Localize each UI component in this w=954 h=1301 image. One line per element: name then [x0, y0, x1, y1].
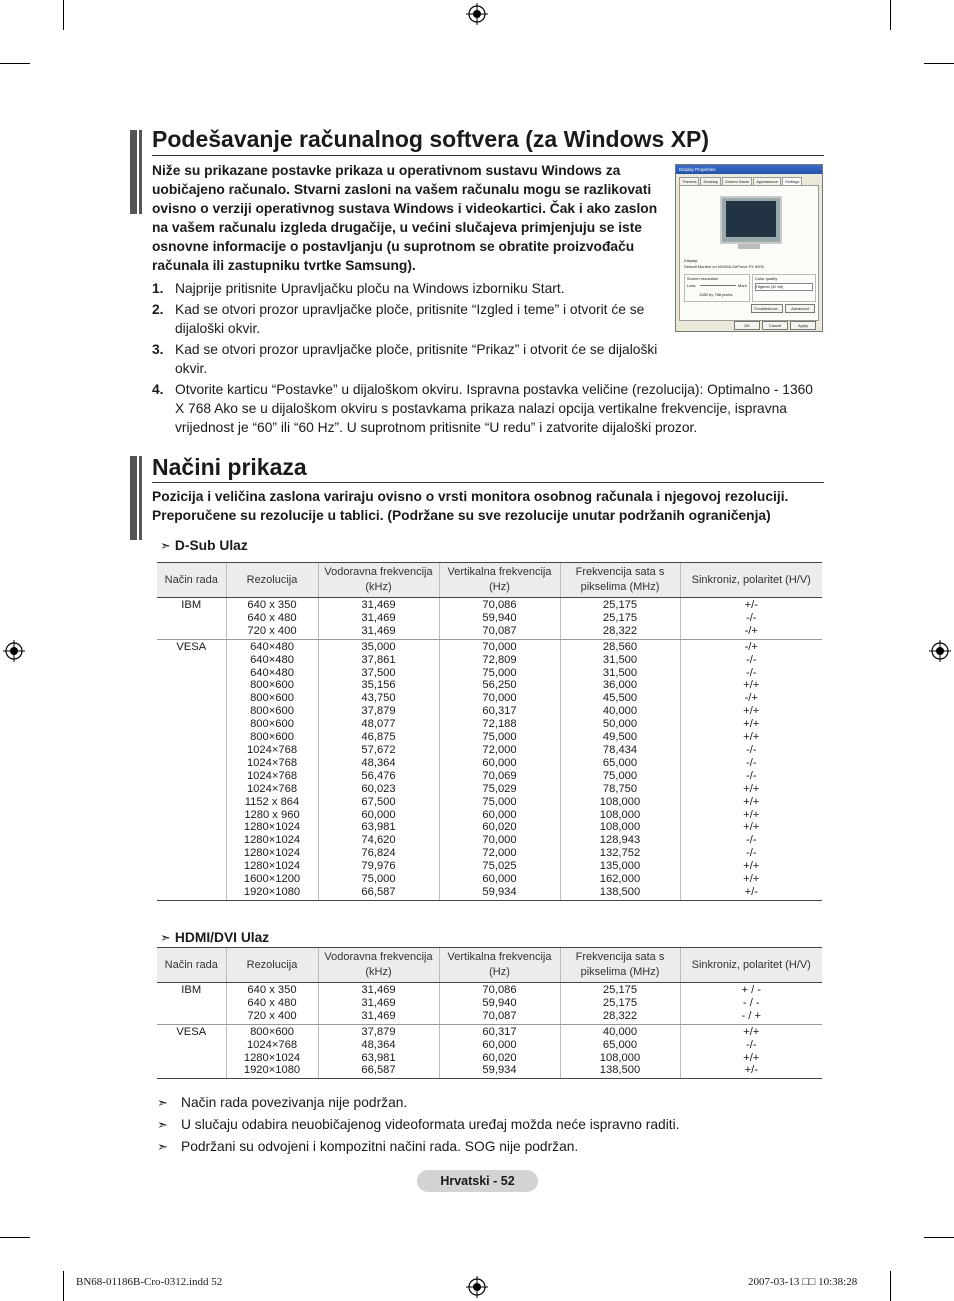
- note-item: ➣ Podržani su odvojeni i kompozitni načini rada. SOG nije podržan.: [157, 1136, 680, 1158]
- registration-mark-icon: [466, 3, 488, 25]
- display-value: Default Monitor on NVIDIA GeForce FX 5200: [684, 264, 764, 269]
- vfreq-cell: 70,086 59,940 70,087: [439, 983, 560, 1025]
- clock-cell: 25,175 25,175 28,322: [560, 983, 680, 1025]
- dialog-tab: Screen Saver: [722, 177, 752, 186]
- dsub-table: [157, 562, 822, 901]
- crop-mark: [63, 1271, 64, 1301]
- table-header-row: [157, 563, 822, 598]
- step-item: 2. Kad se otvori prozor upravljačke ploče, pritisnite “Izgled i teme” i otvorit će se dijaloški okvir.: [152, 302, 645, 336]
- resolution-slider: [700, 285, 736, 286]
- sync-cell: +/- -/- -/+: [680, 598, 822, 640]
- dialog-tab-settings: Settings: [782, 177, 802, 186]
- footer-file: BN68-01186B-Cro-0312.indd 52: [76, 1276, 223, 1288]
- col-header: Frekvencija sata s pikselima (MHz): [560, 948, 680, 983]
- mode-cell: IBM: [157, 598, 226, 640]
- table-row: [157, 1024, 822, 1079]
- registration-mark-icon: [929, 640, 951, 662]
- section-title: Podešavanje računalnog softvera (za Windows XP): [152, 126, 710, 152]
- step-item: 1. Najprije pritisnite Upravljačku ploču na Windows izborniku Start.: [152, 281, 565, 296]
- table-row: [157, 639, 822, 900]
- col-header: Frekvencija sata s pikselima (MHz): [560, 563, 680, 598]
- dialog-panel: [679, 185, 819, 321]
- vfreq-cell: 70,000 72,809 75,000 56,250 70,000 60,317 72,188 75,000 72,000 60,000 70,069 75,029 75,000 60,000 60,020 70,000 72,000 75,025 60,000 59,934: [439, 639, 560, 900]
- resolution-cell: 640 x 350 640 x 480 720 x 400: [226, 598, 318, 640]
- mode-cell: VESA: [157, 1024, 226, 1079]
- col-header: Vodoravna frekvencija (kHz): [318, 563, 439, 598]
- table-header-row: [157, 948, 822, 983]
- sync-cell: + / - - / - - / +: [680, 983, 822, 1025]
- troubleshoot-button: Troubleshoot...: [751, 304, 783, 313]
- clock-cell: 25,175 25,175 28,322: [560, 598, 680, 640]
- dsub-heading: ➣ D-Sub Ulaz: [160, 538, 248, 553]
- crop-mark: [63, 0, 64, 30]
- footer-date: 2007-03-13 □□ 10:38:28: [748, 1276, 858, 1288]
- section-marker: [130, 130, 142, 214]
- section-title: Načini prikaza: [152, 454, 307, 480]
- registration-mark-icon: [466, 1276, 488, 1298]
- dialog-tab: Appearance: [753, 177, 781, 186]
- clock-cell: 28,560 31,500 31,500 36,000 45,500 40,000 50,000 49,500 78,434 65,000 75,000 78,750 108,000 108,000 108,000 128,943 132,752 135,000 162,000 138,500: [560, 639, 680, 900]
- arrow-icon: ➣: [160, 538, 171, 553]
- color-quality-select: Highest (32 bit): [755, 283, 813, 291]
- sync-cell: -/+ -/- -/- +/+ -/+ +/+ +/+ +/+ -/- -/- -/- +/+ +/+ +/+ +/+ -/- -/- +/+ +/+ +/-: [680, 639, 822, 900]
- section-marker: [130, 456, 142, 540]
- crop-mark: [924, 1237, 954, 1238]
- table-row: [157, 983, 822, 1025]
- mode-cell: IBM: [157, 983, 226, 1025]
- col-header: Vertikalna frekvencija (Hz): [439, 948, 560, 983]
- arrow-icon: ➣: [157, 1095, 168, 1110]
- note-item: ➣ Način rada povezivanja nije podržan.: [157, 1092, 680, 1114]
- registration-mark-icon: [3, 640, 25, 662]
- sync-cell: +/+ -/- +/+ +/-: [680, 1024, 822, 1079]
- crop-mark: [0, 63, 30, 64]
- col-header: Način rada: [157, 563, 226, 598]
- hdmi-table: [157, 947, 822, 1079]
- page-number-badge: Hrvatski - 52: [417, 1170, 538, 1192]
- hdmi-heading: ➣ HDMI/DVI Ulaz: [160, 930, 270, 945]
- resolution-cell: 800×600 1024×768 1280×1024 1920×1080: [226, 1024, 318, 1079]
- color-quality-group: Color quality Highest (32 bit): [752, 274, 816, 302]
- crop-mark: [890, 1271, 891, 1301]
- dialog-title: Display Properties: [676, 165, 822, 174]
- vfreq-cell: 70,086 59,940 70,087: [439, 598, 560, 640]
- hfreq-cell: 37,879 48,364 63,981 66,587: [318, 1024, 439, 1079]
- crop-mark: [924, 63, 954, 64]
- section-intro: Niže su prikazane postavke prikaza u operativnom sustavu Windows za uobičajeno računalo. Stvarni zasloni na vašem računalu mogu se razlikovati ovisno o verziji operativnog sustava Windows i videokartici. Čak i ako zaslon na vašem računalu izgleda drugačije, u većini slučajeva primjenjuju se iste osnovne informacije o postavljanju (u suprotnom se obratite proizvođaču računala ili zastupniku tvrtke Samsung).: [152, 163, 658, 273]
- display-properties-screenshot: [675, 164, 823, 332]
- note-item: ➣ U slučaju odabira neuobičajenog videoformata uređaj možda neće ispravno raditi.: [157, 1114, 680, 1136]
- ok-button: OK: [734, 321, 760, 330]
- mode-cell: VESA: [157, 639, 226, 900]
- monitor-preview-icon: [720, 196, 782, 244]
- resolution-value: 1360 by 768 pixels: [699, 292, 733, 297]
- col-header: Rezolucija: [226, 948, 318, 983]
- apply-button: Apply: [790, 321, 816, 330]
- section-divider: [152, 155, 824, 156]
- notes-list: [157, 1092, 680, 1158]
- dialog-tab: Desktop: [700, 177, 721, 186]
- arrow-icon: ➣: [157, 1117, 168, 1132]
- arrow-icon: ➣: [157, 1139, 168, 1154]
- display-label: Display:: [684, 258, 699, 263]
- section-divider: [152, 482, 824, 483]
- col-header: Vertikalna frekvencija (Hz): [439, 563, 560, 598]
- resolution-cell: 640 x 350 640 x 480 720 x 400: [226, 983, 318, 1025]
- step-item: 4. Otvorite karticu “Postavke” u dijaloškom okviru. Ispravna postavka veličine (rezolucija): Optimalno - 1360 X 768 Ako se u dijaloškom okviru s postavkama prikaza nalazi opcija vertikalne frekvencije, ispravna vrijednost je “60” ili “60 Hz”. U suprotnom pritisnite “U redu” i zatvorite dijaloški prozor.: [152, 382, 813, 435]
- crop-mark: [890, 0, 891, 30]
- cancel-button: Cancel: [762, 321, 788, 330]
- hfreq-cell: 35,000 37,861 37,500 35,156 43,750 37,879 48,077 46,875 57,672 48,364 56,476 60,023 67,500 60,000 63,981 74,620 76,824 79,976 75,000 66,587: [318, 639, 439, 900]
- dialog-tab: Themes: [679, 177, 699, 186]
- resolution-group: Screen resolution Less More 1360 by 768 pixels: [684, 274, 750, 302]
- step-item: 3. Kad se otvori prozor upravljačke ploče, pritisnite “Prikaz” i otvorit će se dijaloški okvir.: [152, 342, 658, 376]
- resolution-cell: 640×480 640×480 640×480 800×600 800×600 800×600 800×600 800×600 1024×768 1024×768 1024×768 1024×768 1152 x 864 1280 x 960 1280×1024 1280×1024 1280×1024 1280×1024 1600×1200 1920×1080: [226, 639, 318, 900]
- table-row: [157, 598, 822, 640]
- col-header: Rezolucija: [226, 563, 318, 598]
- advanced-button: Advanced: [785, 304, 815, 313]
- col-header: Sinkroniz, polaritet (H/V): [680, 948, 822, 983]
- col-header: Sinkroniz, polaritet (H/V): [680, 563, 822, 598]
- col-header: Vodoravna frekvencija (kHz): [318, 948, 439, 983]
- section-intro: Pozicija i veličina zaslona variraju ovisno o vrsti monitora osobnog računala i njegovoj rezoluciji. Preporučene su rezolucije u tablici. (Podržane su sve rezolucije unutar podržanih ograničenja): [152, 489, 789, 523]
- col-header: Način rada: [157, 948, 226, 983]
- arrow-icon: ➣: [160, 930, 171, 945]
- hfreq-cell: 31,469 31,469 31,469: [318, 983, 439, 1025]
- hfreq-cell: 31,469 31,469 31,469: [318, 598, 439, 640]
- crop-mark: [0, 1237, 30, 1238]
- clock-cell: 40,000 65,000 108,000 138,500: [560, 1024, 680, 1079]
- vfreq-cell: 60,317 60,000 60,020 59,934: [439, 1024, 560, 1079]
